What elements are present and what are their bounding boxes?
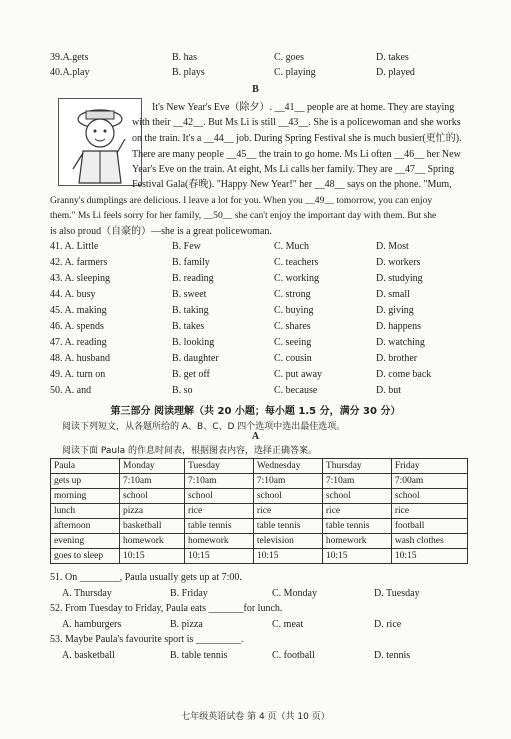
option-c: C. seeing xyxy=(274,337,312,348)
table-cell: school xyxy=(322,489,391,504)
question-53-options xyxy=(62,650,482,664)
option-a[interactable]: A. Thursday xyxy=(62,588,112,599)
passage-line: Festival Gala(春晚). "Happy New Year!" her __48__ says on the phone. "Mum, xyxy=(132,179,452,190)
table-cell: homework xyxy=(120,534,185,549)
option-row-39 xyxy=(50,51,480,65)
option-a: 44. A. busy xyxy=(50,289,96,300)
header-cell: Thursday xyxy=(322,459,391,474)
option-c: C. cousin xyxy=(274,353,312,364)
option-a: 48. A. husband xyxy=(50,353,110,364)
option-d: D. Most xyxy=(376,241,409,252)
section-a-title: A xyxy=(251,431,260,442)
passage-line: Granny's dumplings are delicious. I leave a lot for you. When you __49__ tomorrow, you can enjoy xyxy=(50,195,433,206)
header-cell: Wednesday xyxy=(253,459,322,474)
table-cell: 7:10am xyxy=(253,474,322,489)
option-b[interactable]: B. Friday xyxy=(170,588,208,599)
table-cell: wash clothes xyxy=(391,534,467,549)
table-cell: football xyxy=(391,519,467,534)
option-row-49 xyxy=(50,368,480,382)
option-b: B. takes xyxy=(172,321,205,332)
option-a: 46. A. spends xyxy=(50,321,104,332)
table-row xyxy=(51,534,468,549)
table-row xyxy=(51,549,468,564)
table-cell: 10:15 xyxy=(253,549,322,564)
option-b: B. family xyxy=(172,257,210,268)
option-d: D. giving xyxy=(376,305,414,316)
option-row-44 xyxy=(50,288,480,302)
option-a[interactable]: A. basketball xyxy=(62,650,115,661)
table-cell: rice xyxy=(184,504,253,519)
table-cell: television xyxy=(253,534,322,549)
table-cell: pizza xyxy=(120,504,185,519)
option-a: 43. A. sleeping xyxy=(50,273,110,284)
option-c: C. playing xyxy=(274,67,316,78)
header-cell: Tuesday xyxy=(184,459,253,474)
part3-instruction: 阅读下列短文，从各题所给的 A、B、C、D 四个选项中选出最佳选项。 xyxy=(62,422,346,432)
option-row-43 xyxy=(50,272,480,286)
option-c: C. teachers xyxy=(274,257,319,268)
table-cell: school xyxy=(120,489,185,504)
option-d: D. come back xyxy=(376,369,432,380)
option-d: D. studying xyxy=(376,273,423,284)
passage-line: Year's Eve on the train. At eight, Ms Li calls her family. They are __47__ Spring xyxy=(132,164,455,175)
option-row-48 xyxy=(50,352,480,366)
option-c: C. Much xyxy=(274,241,309,252)
option-row-47 xyxy=(50,336,480,350)
option-a: 39.A.gets xyxy=(50,52,89,63)
section-b-title: B xyxy=(252,84,259,95)
question-51-options xyxy=(62,588,482,602)
table-cell: afternoon xyxy=(51,519,120,534)
passage-line: There are many people __45__ the train to go home. Ms Li often __46__ her New xyxy=(132,149,461,160)
option-d: D. happens xyxy=(376,321,421,332)
table-cell: table tennis xyxy=(253,519,322,534)
option-b: B. Few xyxy=(172,241,201,252)
option-b: B. has xyxy=(172,52,197,63)
table-cell: evening xyxy=(51,534,120,549)
option-c: C. buying xyxy=(274,305,314,316)
table-row xyxy=(51,489,468,504)
table-cell: 7:00am xyxy=(391,474,467,489)
table-cell: gets up xyxy=(51,474,120,489)
table-cell: 10:15 xyxy=(120,549,185,564)
option-b: B. daughter xyxy=(172,353,219,364)
table-intro: 阅读下面 Paula 的作息时间表，根据图表内容，选择正确答案。 xyxy=(62,446,317,456)
table-cell: school xyxy=(391,489,467,504)
option-a: 41. A. Little xyxy=(50,241,99,252)
option-c[interactable]: C. meat xyxy=(272,619,304,630)
table-cell: school xyxy=(184,489,253,504)
table-cell: lunch xyxy=(51,504,120,519)
table-cell: basketball xyxy=(120,519,185,534)
table-cell: table tennis xyxy=(184,519,253,534)
option-b[interactable]: B. table tennis xyxy=(170,650,228,661)
option-d[interactable]: D. tennis xyxy=(374,650,411,661)
option-row-42 xyxy=(50,256,480,270)
table-cell: rice xyxy=(322,504,391,519)
option-d[interactable]: D. Tuesday xyxy=(374,588,420,599)
header-cell: Paula xyxy=(51,459,120,474)
option-b: B. looking xyxy=(172,337,215,348)
option-d: D. played xyxy=(376,67,415,78)
table-cell: goes to sleep xyxy=(51,549,120,564)
passage-line: them." Ms Li feels sorry for her family, __50__ she can't enjoy the important day with them. But she xyxy=(50,210,437,221)
table-cell: homework xyxy=(184,534,253,549)
option-d: D. small xyxy=(376,289,410,300)
table-cell: rice xyxy=(391,504,467,519)
option-a: 45. A. making xyxy=(50,305,107,316)
option-d: D. brother xyxy=(376,353,418,364)
passage-line: It's New Year's Eve（除夕）. __41__ people are at home. They are staying xyxy=(152,102,455,113)
option-a: 47. A. reading xyxy=(50,337,107,348)
page-footer: 七年级英语试卷 第 4 页（共 10 页） xyxy=(181,712,330,722)
table-cell: 7:10am xyxy=(184,474,253,489)
table-row xyxy=(51,519,468,534)
option-c[interactable]: C. Monday xyxy=(272,588,317,599)
table-cell: school xyxy=(253,489,322,504)
table-cell: 10:15 xyxy=(391,549,467,564)
option-d: D. watching xyxy=(376,337,425,348)
passage-line: on the train. It's a __44__ job. During Spring Festival she is much busier(更忙的). xyxy=(132,133,462,144)
question-52-options xyxy=(62,619,482,633)
option-d: D. workers xyxy=(376,257,421,268)
option-b: B. plays xyxy=(172,67,205,78)
table-row xyxy=(51,504,468,519)
option-b: B. reading xyxy=(172,273,214,284)
table-row xyxy=(51,474,468,489)
option-a[interactable]: A. hamburgers xyxy=(62,619,122,630)
option-c: C. working xyxy=(274,273,319,284)
option-c: C. put away xyxy=(274,369,323,380)
option-row-41 xyxy=(50,240,480,254)
option-row-40 xyxy=(50,66,480,80)
question-52: 52. From Tuesday to Friday, Paula eats _______for lunch. xyxy=(50,603,283,614)
option-c: C. because xyxy=(274,385,318,396)
header-cell: Monday xyxy=(120,459,185,474)
header-cell: Friday xyxy=(391,459,467,474)
option-b: B. so xyxy=(172,385,193,396)
passage-line: is also proud（自豪的）—she is a great policewoman. xyxy=(50,226,272,237)
passage-line: with their __42__. But Ms Li is still __43__. She is a policewoman and she works xyxy=(132,117,461,128)
option-d[interactable]: D. rice xyxy=(374,619,402,630)
table-cell: 10:15 xyxy=(184,549,253,564)
part3-heading: 第三部分 阅读理解（共 20 小题；每小题 1.5 分，满分 30 分） xyxy=(110,406,401,417)
option-b: B. taking xyxy=(172,305,209,316)
table-cell: rice xyxy=(253,504,322,519)
table-cell: 7:10am xyxy=(120,474,185,489)
option-c[interactable]: C. football xyxy=(272,650,315,661)
option-a: 40.A.play xyxy=(50,67,90,78)
table-cell: morning xyxy=(51,489,120,504)
option-b[interactable]: B. pizza xyxy=(170,619,203,630)
option-b: B. sweet xyxy=(172,289,207,300)
table-cell: 7:10am xyxy=(322,474,391,489)
option-d: D. but xyxy=(376,385,401,396)
option-row-50 xyxy=(50,384,480,398)
table-cell: table tennis xyxy=(322,519,391,534)
option-a: 42. A. farmers xyxy=(50,257,108,268)
option-d: D. takes xyxy=(376,52,409,63)
option-a: 49. A. turn on xyxy=(50,369,106,380)
question-51: 51. On ________, Paula usually gets up at 7:00. xyxy=(50,572,242,583)
option-c: C. goes xyxy=(274,52,304,63)
policewoman-illustration xyxy=(58,98,142,186)
option-c: C. strong xyxy=(274,289,311,300)
option-a: 50. A. and xyxy=(50,385,92,396)
table-cell: 10:15 xyxy=(322,549,391,564)
question-53: 53. Maybe Paula's favourite sport is _________. xyxy=(50,634,244,645)
schedule-table xyxy=(50,458,468,564)
table-cell: homework xyxy=(322,534,391,549)
table-header-row xyxy=(51,459,468,474)
option-row-46 xyxy=(50,320,480,334)
option-row-45 xyxy=(50,304,480,318)
option-c: C. shares xyxy=(274,321,311,332)
option-b: B. get off xyxy=(172,369,210,380)
